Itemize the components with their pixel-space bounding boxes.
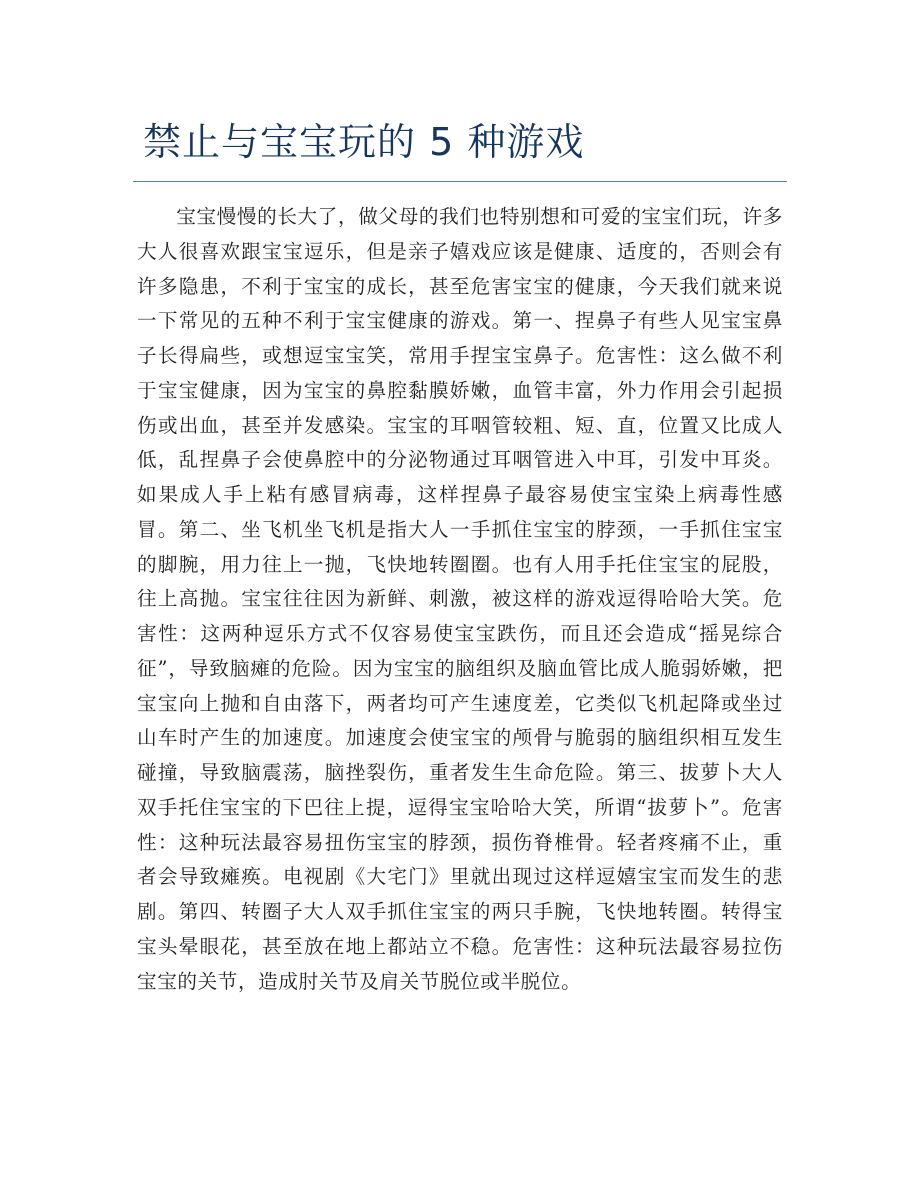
title-divider bbox=[133, 181, 787, 182]
document-title: 禁止与宝宝玩的 5 种游戏 bbox=[143, 120, 585, 164]
body-paragraph: 宝宝慢慢的长大了，做父母的我们也特别想和可爱的宝宝们玩，许多大人很喜欢跟宝宝逗乐，但是亲子嬉戏应该是健康、适度的，否则会有许多隐患，不利于宝宝的成长，甚至危害宝宝的健康，今天我们就来说一下常见的五种不利于宝宝健康的游戏。第一、捏鼻子有些人见宝宝鼻子长得扁些，或想逗宝宝笑，常用手捏宝宝鼻子。危害性：这么做不利于宝宝健康，因为宝宝的鼻腔黏膜娇嫩，血管丰富，外力作用会引起损伤或出血，甚至并发感染。宝宝的耳咽管较粗、短、直，位置又比成人低，乱捏鼻子会使鼻腔中的分泌物通过耳咽管进入中耳，引发中耳炎。如果成人手上粘有感冒病毒，这样捏鼻子最容易使宝宝染上病毒性感冒。第二、坐飞机坐飞机是指大人一手抓住宝宝的脖颈，一手抓住宝宝的脚腕，用力往上一抛，飞快地转圈圈。也有人用手托住宝宝的屁股，往上高抛。宝宝往往因为新鲜、刺激，被这样的游戏逗得哈哈大笑。危害性：这两种逗乐方式不仅容易使宝宝跌伤，而且还会造成“摇晃综合征”，导致脑瘫的危险。因为宝宝的脑组织及脑血管比成人脆弱娇嫩，把宝宝向上抛和自由落下，两者均可产生速度差，它类似飞机起降或坐过山车时产生的加速度。加速度会使宝宝的颅骨与脆弱的脑组织相互发生碰撞，导致脑震荡，脑挫裂伤，重者发生生命危险。第三、拔萝卜大人双手托住宝宝的下巴往上提，逗得宝宝哈哈大笑，所谓“拔萝卜”。危害性：这种玩法最容易扭伤宝宝的脖颈，损伤脊椎骨。轻者疼痛不止，重者会导致瘫痪。电视剧《大宅门》里就出现过这样逗嬉宝宝而发生的悲剧。第四、转圈子大人双手抓住宝宝的两只手腕，飞快地转圈。转得宝宝头晕眼花，甚至放在地上都站立不稳。危害性：这种玩法最容易拉伤宝宝的关节，造成肘关节及肩关节脱位或半脱位。 bbox=[137, 205, 783, 993]
